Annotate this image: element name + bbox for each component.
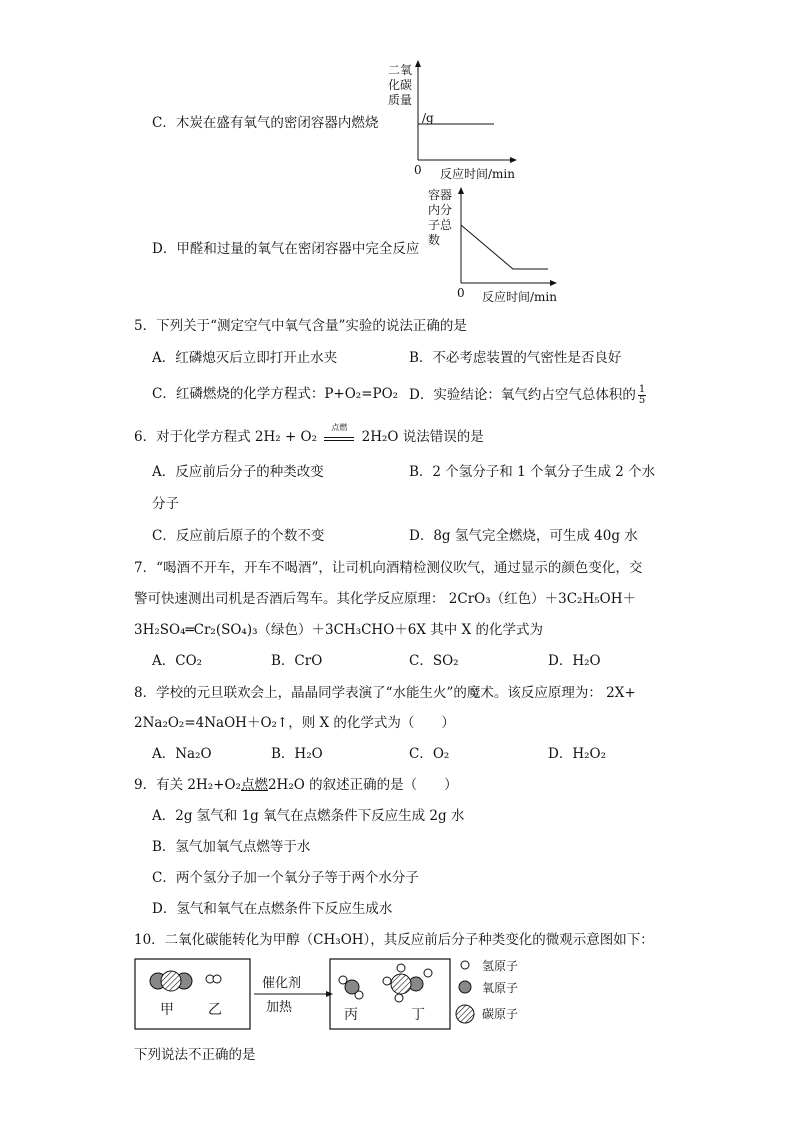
graph-c-origin: 0 — [414, 163, 422, 177]
q5-option-d-text: D．实验结论：氧气约占空气总体积的 — [409, 387, 636, 403]
reactants-box — [135, 959, 250, 1029]
molecule-diagram — [132, 954, 552, 1036]
q8-option-a: A．Na₂O — [152, 746, 212, 762]
graph-d-origin: 0 — [457, 286, 465, 300]
q10-footer: 下列说法不正确的是 — [134, 1047, 256, 1063]
ch3oh-h-atom-bottom — [395, 994, 403, 1002]
q7-option-a: A．CO₂ — [152, 653, 203, 669]
q7-line1: 7．“喝酒不开车，开车不喝酒”，让司机向酒精检测仪吹气，通过显示的颜色变化，交 — [134, 560, 643, 576]
q5-option-b: B．不必考虑装置的气密性是否良好 — [409, 350, 622, 366]
legend-c-label: 碳原子 — [482, 1007, 519, 1021]
graph-c — [384, 58, 534, 186]
q6-option-c: C．反应前后原子的个数不变 — [152, 528, 325, 544]
label-jia: 甲 — [160, 1002, 174, 1018]
graph-d-xlabel: 反应时间/min — [482, 290, 557, 304]
q7-option-d: D．H₂O — [548, 653, 601, 669]
q6-stem: 6．对于化学方程式 2H₂ + O₂ 点燃 2H₂O 说法错误的是 — [134, 423, 484, 445]
q4-option-d: D．甲醛和过量的氧气在密闭容器中完全反应 — [152, 241, 420, 257]
legend-o-icon — [459, 981, 471, 993]
q8-option-d: D．H₂O₂ — [548, 746, 606, 762]
q6-option-a: A．反应前后分子的种类改变 — [152, 464, 324, 480]
q9-option-c: C．两个氢分子加一个氧分子等于两个水分子 — [152, 870, 419, 886]
q9-condition: 点燃 — [240, 777, 268, 793]
q9-stem — [134, 776, 458, 794]
legend-o-label: 氧原子 — [482, 981, 519, 995]
q9-stem-post: 2H₂O 的叙述正确的是（ ） — [267, 777, 458, 793]
q8-option-b: B．H₂O — [271, 746, 323, 762]
q9-stem-pre: 9．有关 2H₂+O₂ — [134, 777, 241, 793]
ch3oh-h-atom-top — [397, 964, 405, 972]
graph-c-ylabel-3: 质量 — [388, 93, 413, 107]
ch3oh-h-atom-left — [383, 977, 391, 985]
graph-d-ylabel-3: 子总 — [428, 218, 453, 232]
q8-option-c: C．O₂ — [409, 746, 450, 762]
q9-option-a: A．2g 氢气和 1g 氧气在点燃条件下反应生成 2g 水 — [152, 808, 465, 824]
legend-h-icon — [461, 961, 469, 969]
q7-option-b: B．CrO — [271, 653, 323, 669]
graph-d-ylabel-2: 内分 — [428, 203, 453, 217]
q8-line2: 2Na₂O₂=4NaOH＋O₂↑，则 X 的化学式为（ ） — [134, 715, 455, 731]
catalyst-label: 催化剂 — [262, 976, 302, 991]
heat-label: 加热 — [266, 1000, 293, 1015]
graph-c-yunit: /g — [422, 111, 434, 125]
ch3oh-h-atom-right — [424, 969, 432, 977]
q6-option-b-line2: 分子 — [152, 496, 179, 512]
q6-option-b-line1: B．2 个氢分子和 1 个氧分子生成 2 个水 — [409, 464, 656, 480]
q9-option-d: D．氢气和氧气在点燃条件下反应生成水 — [152, 901, 393, 917]
q5-option-d-fraction: $\frac{1}{5}$ — [638, 384, 646, 406]
ch3oh-c-atom — [391, 974, 411, 994]
q5-stem: 5．下列关于“测定空气中氧气含量”实验的说法正确的是 — [134, 318, 467, 334]
q6-stem-post: 2H₂O 说法错误的是 — [361, 429, 484, 445]
graph-d-ylabel-1: 容器 — [428, 188, 453, 202]
legend-c-icon — [456, 1005, 474, 1023]
label-bing: 丙 — [344, 1007, 358, 1023]
graph-d-ylabel-4: 数 — [428, 233, 441, 247]
co2-c-atom — [161, 971, 181, 991]
graph-d-curve — [461, 225, 548, 269]
q7-line3: 3H₂SO₄═Cr₂(SO₄)₃（绿色）＋3CH₃CHO＋6X 其中 X 的化学式为 — [134, 622, 543, 638]
q9-option-b: B．氢气加氧气点燃等于水 — [152, 839, 311, 855]
graph-c-ylabel-1: 二氧 — [388, 63, 413, 77]
graph-d — [428, 185, 578, 307]
q8-line1: 8．学校的元旦联欢会上，晶晶同学表演了“水能生火”的魔术。该反应原理为： 2X+ — [134, 685, 636, 701]
q7-line2: 警可快速测出司机是否酒后驾车。其化学反应原理： 2CrO₃（红色）＋3C₂H₅OH＋ — [134, 591, 636, 607]
label-ding: 丁 — [411, 1007, 425, 1023]
q5-option-a: A．红磷熄灭后立即打开止水夹 — [152, 350, 338, 366]
q4-option-c: C．木炭在盛有氧气的密闭容器内燃烧 — [152, 115, 379, 131]
label-yi: 乙 — [208, 1002, 222, 1018]
h2o-o-atom — [345, 980, 359, 994]
legend-h-label: 氢原子 — [482, 959, 519, 973]
graph-c-ylabel-2: 化碳 — [388, 78, 413, 92]
q6-stem-pre: 6．对于化学方程式 2H₂ + O₂ — [134, 429, 318, 445]
q5-option-c: C．红磷燃烧的化学方程式：P+O₂=PO₂ — [152, 386, 399, 402]
q7-option-c: C．SO₂ — [409, 653, 459, 669]
q6-option-d: D．8g 氢气完全燃烧，可生成 40g 水 — [409, 528, 638, 544]
graph-c-xlabel: 反应时间/min — [440, 167, 515, 181]
q5-option-d — [409, 385, 646, 406]
q10-stem: 10．二氧化碳能转化为甲醇（CH₃OH），其反应前后分子种类变化的微观示意图如下： — [134, 932, 654, 948]
h2-atom-2 — [213, 975, 221, 983]
